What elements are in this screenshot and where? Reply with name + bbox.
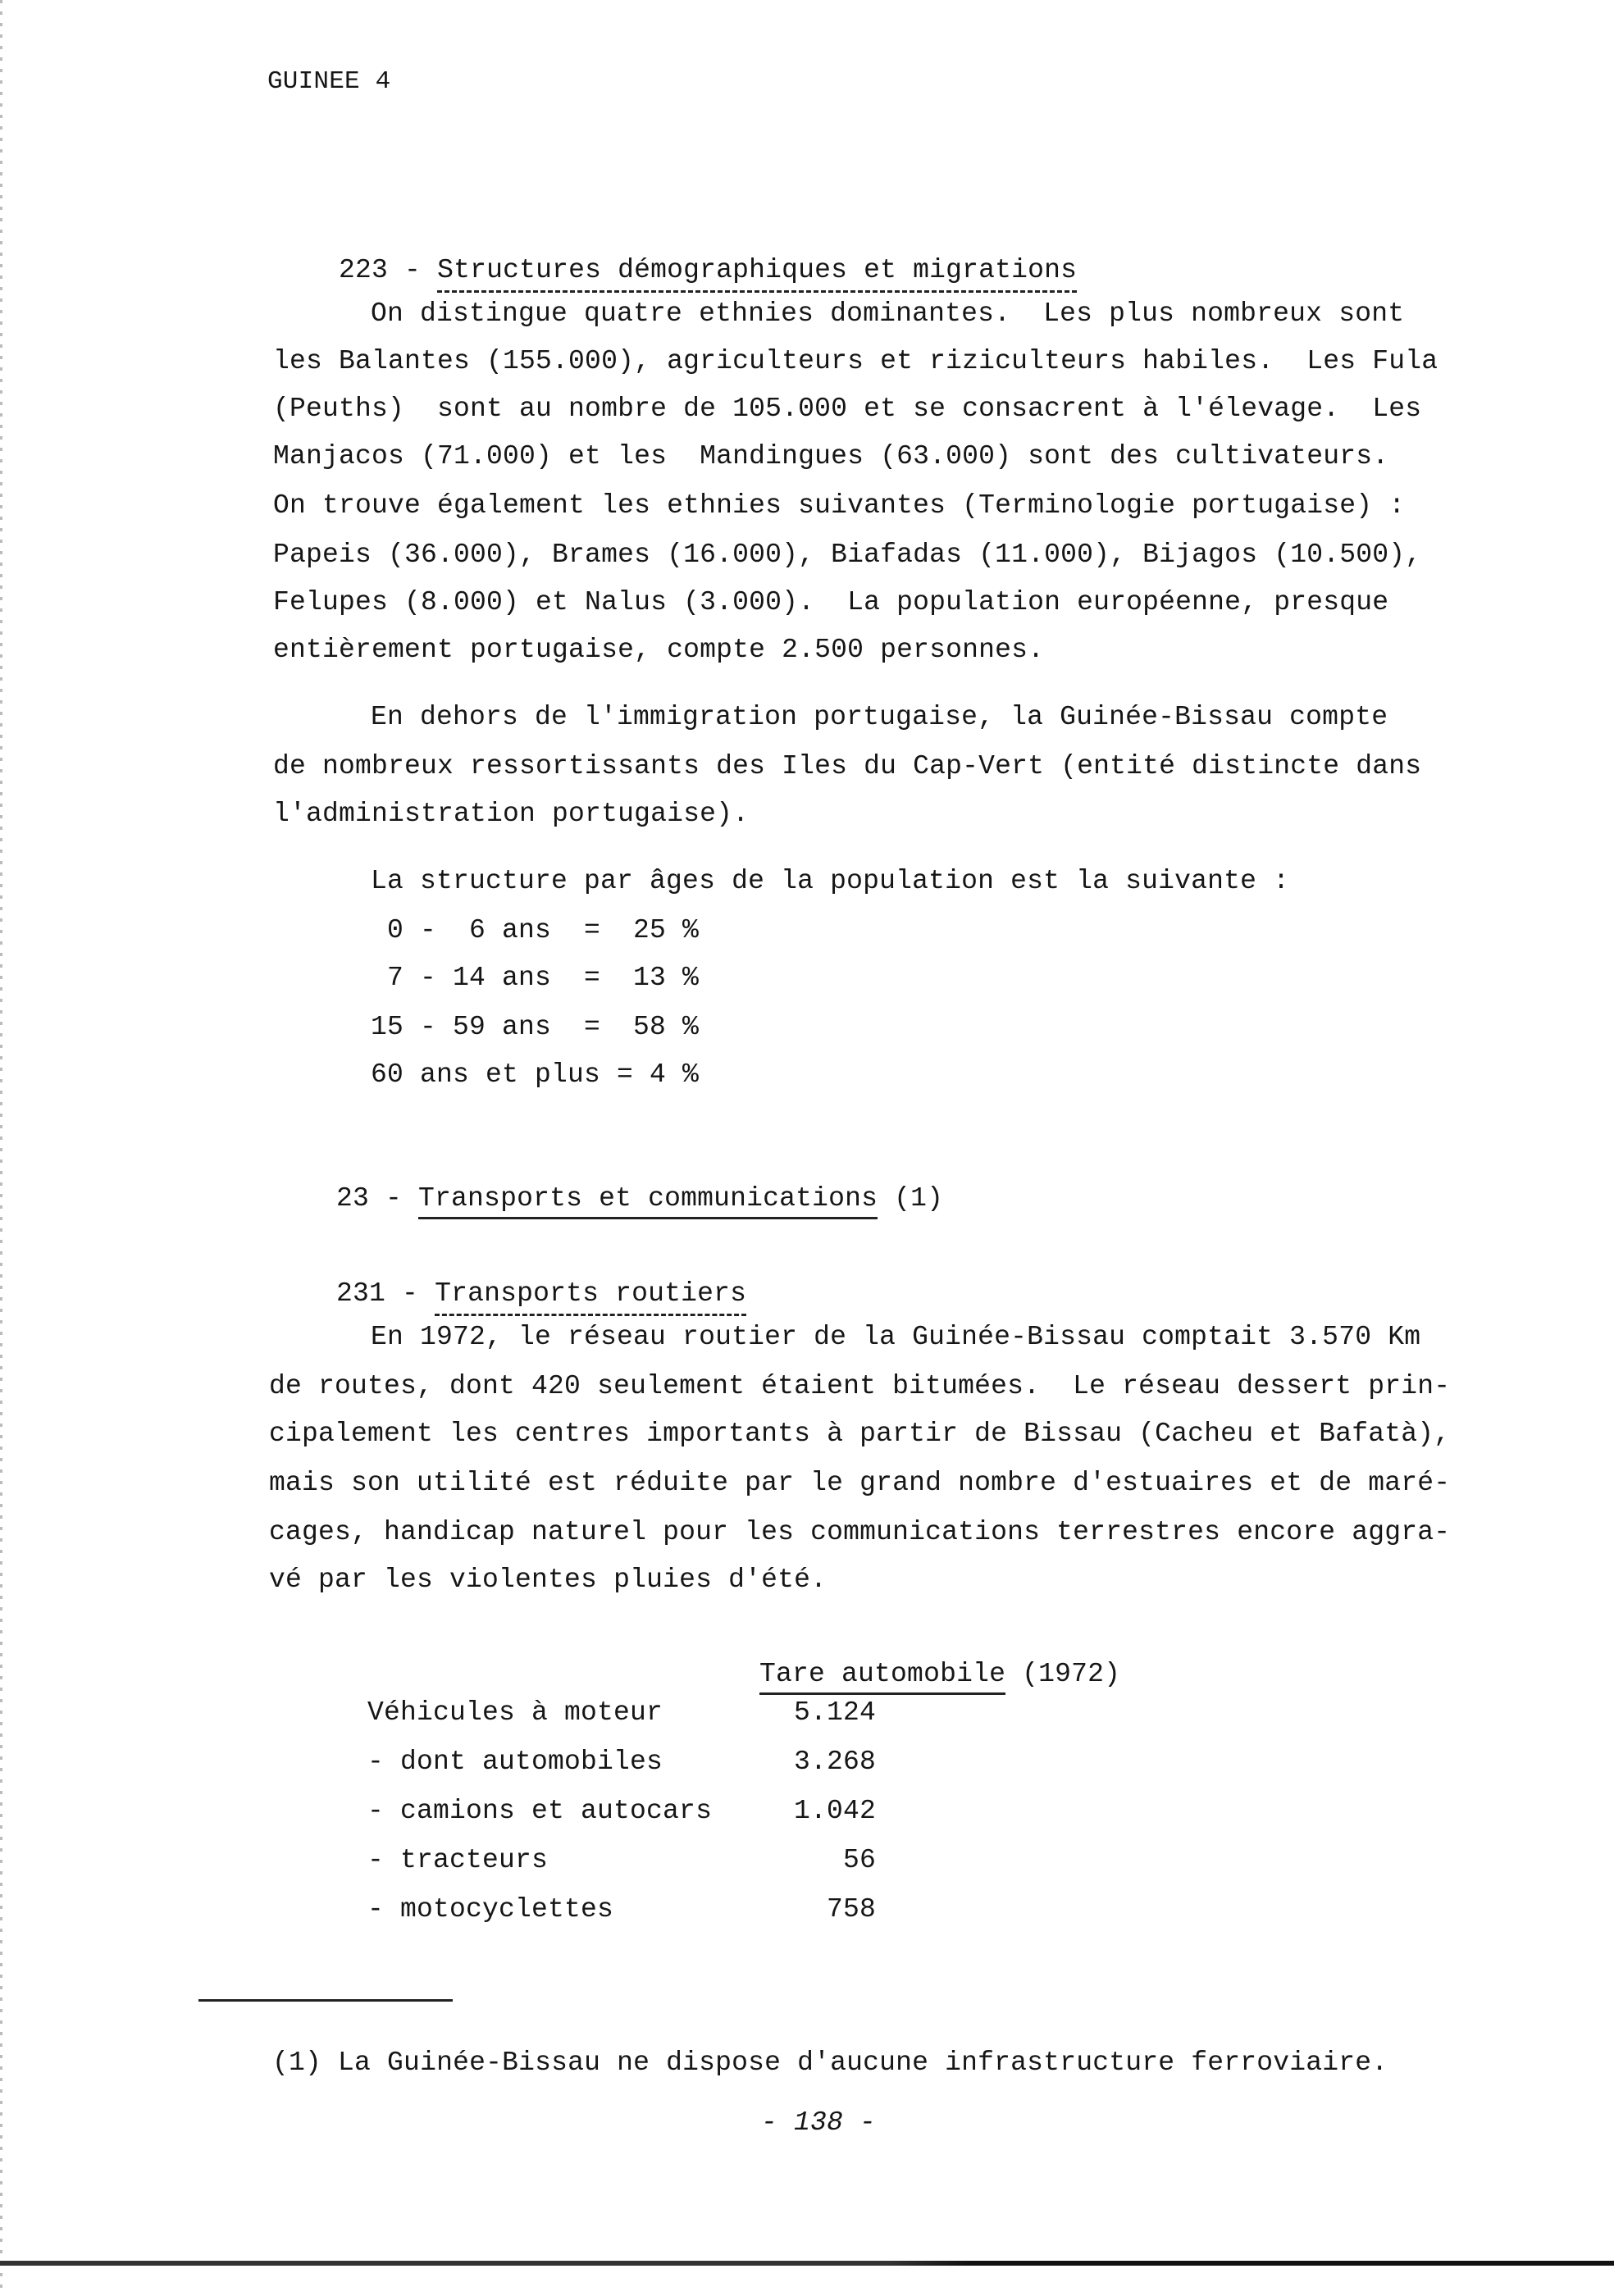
table-row bbox=[367, 1896, 876, 1929]
row-value: 3.268 bbox=[793, 1747, 876, 1777]
footnote-text: La Guinée-Bissau ne dispose d'aucune infrastructure ferroviaire. bbox=[338, 2048, 1388, 2078]
section-number: 223 - bbox=[339, 255, 422, 285]
table-row bbox=[367, 1748, 876, 1781]
running-header: GUINEE 4 bbox=[267, 67, 391, 96]
section-number: 231 - bbox=[336, 1278, 419, 1309]
text-line: En 1972, le réseau routier de la Guinée-Bissau comptait 3.570 Km bbox=[371, 1322, 1421, 1352]
section-title: Transports routiers bbox=[435, 1278, 746, 1316]
text-line: On distingue quatre ethnies dominantes. Les plus nombreux sont bbox=[371, 298, 1405, 329]
footnote-reference: (1) bbox=[894, 1183, 944, 1214]
section-title: Transports et communications bbox=[418, 1183, 878, 1219]
text-line: cages, handicap naturel pour les communications terrestres encore aggra- bbox=[269, 1517, 1451, 1547]
section-23-heading bbox=[271, 1158, 943, 1239]
page-number: - 138 - bbox=[761, 2107, 877, 2138]
text-line: mais son utilité est réduite par le grand nombre d'estuaires et de maré- bbox=[269, 1468, 1451, 1498]
age-structure-intro: La structure par âges de la population est la suivante : bbox=[371, 866, 1290, 896]
age-structure-row: 60 ans et plus = 4 % bbox=[371, 1059, 700, 1090]
scan-edge bbox=[0, 0, 2, 2296]
row-value: 5.124 bbox=[793, 1697, 876, 1728]
row-label: - tracteurs bbox=[367, 1845, 549, 1875]
text-line: Felupes (8.000) et Nalus (3.000). La population européenne, presque bbox=[273, 587, 1389, 617]
table-row bbox=[367, 1847, 876, 1879]
text-line: Papeis (36.000), Brames (16.000), Biafadas (11.000), Bijagos (10.500), bbox=[273, 540, 1422, 570]
table-row bbox=[367, 1797, 876, 1830]
row-label: - camions et autocars bbox=[367, 1796, 713, 1826]
row-label: - motocyclettes bbox=[367, 1894, 614, 1925]
text-line: (Peuths) sont au nombre de 105.000 et se consacrent à l'élevage. Les bbox=[273, 394, 1422, 424]
row-label: - dont automobiles bbox=[367, 1747, 663, 1777]
text-line: de routes, dont 420 seulement étaient bitumées. Le réseau dessert prin- bbox=[269, 1371, 1451, 1401]
table-year: (1972) bbox=[1022, 1659, 1121, 1689]
footnote-separator bbox=[198, 1999, 453, 2002]
row-value: 758 bbox=[826, 1894, 876, 1925]
footnote-marker: (1) bbox=[272, 2048, 322, 2078]
age-structure-row: 15 - 59 ans = 58 % bbox=[371, 1012, 700, 1042]
footnote bbox=[207, 2022, 1388, 2103]
text-line: l'administration portugaise). bbox=[273, 799, 750, 829]
text-line: En dehors de l'immigration portugaise, la Guinée-Bissau compte bbox=[371, 702, 1388, 732]
section-number: 23 - bbox=[336, 1183, 403, 1214]
age-structure-row: 0 - 6 ans = 25 % bbox=[371, 915, 700, 945]
row-value: 1.042 bbox=[793, 1796, 876, 1826]
text-line: de nombreux ressortissants des Iles du Cap-Vert (entité distincte dans bbox=[273, 751, 1422, 781]
row-label: Véhicules à moteur bbox=[367, 1697, 663, 1728]
scan-bottom-border bbox=[0, 2261, 1614, 2266]
section-title: Structures démographiques et migrations bbox=[437, 255, 1077, 293]
age-structure-row: 7 - 14 ans = 13 % bbox=[371, 963, 700, 993]
row-value: 56 bbox=[842, 1845, 876, 1875]
text-line: cipalement les centres importants à partir de Bissau (Cacheu et Bafatà), bbox=[269, 1419, 1451, 1449]
text-line: les Balantes (155.000), agriculteurs et riziculteurs habiles. Les Fula bbox=[273, 346, 1438, 376]
text-line: Manjacos (71.000) et les Mandingues (63.000) sont des cultivateurs. bbox=[273, 441, 1389, 472]
text-line: On trouve également les ethnies suivantes (Terminologie portugaise) : bbox=[273, 490, 1406, 521]
table-title-text: Tare automobile bbox=[759, 1659, 1005, 1695]
text-line: entièrement portugaise, compte 2.500 personnes. bbox=[273, 635, 1045, 665]
table-row bbox=[367, 1699, 876, 1732]
text-line: vé par les violentes pluies d'été. bbox=[269, 1565, 828, 1595]
